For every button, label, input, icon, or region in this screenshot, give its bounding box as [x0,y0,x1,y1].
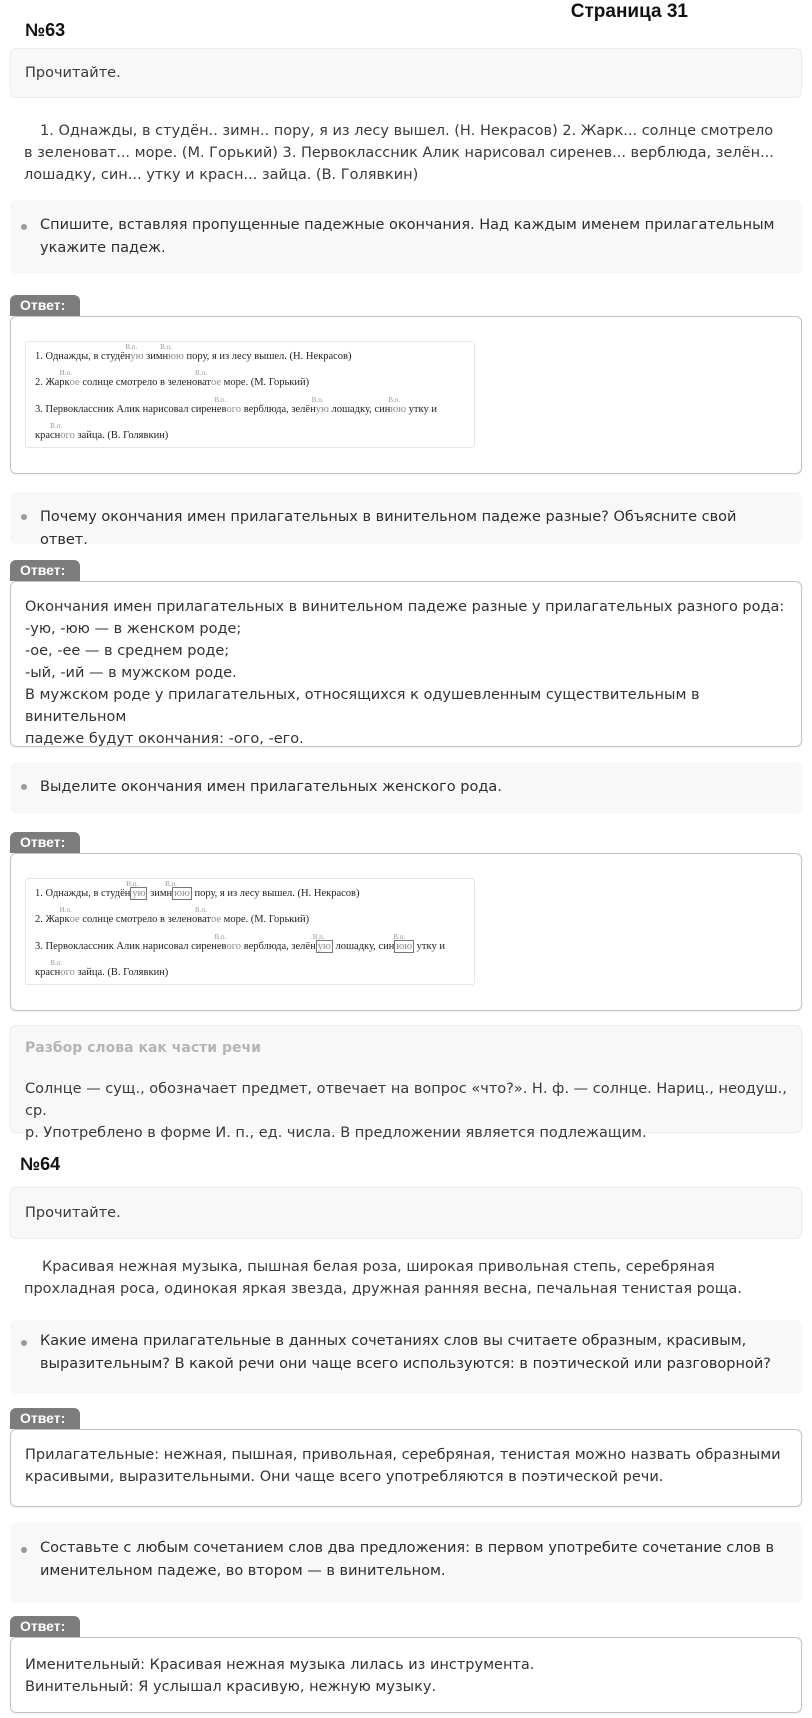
scan-line-3: 3. Первоклассник Алик нарисовал сиренев В.п. ого верблюда, зелён В.п. ую лошадку, син В.п. юю утку и [35,933,445,952]
scan-line-3: 3. Первоклассник Алик нарисовал сиренев В.п. ого верблюда, зелён В.п. ую лошадку, син В.п. юю утку и [35,396,437,415]
scan-line-1: 1. Однажды, в студён В.п. ую зимн В.п. юю пору, я из лесу вышел. (Н. Некрасов) [35,343,352,362]
handwritten-answer-image [25,878,475,985]
bullet-icon [21,1547,27,1553]
scan-line-1: 1. Однажды, в студён В.п. ую зимн В.п. юю пору, я из лесу вышел. (Н. Некрасов) [35,880,360,899]
answer-label: Ответ: [10,832,80,853]
question-2 [10,492,802,548]
question-5 [10,1523,802,1603]
task-number-64: №64 [20,1154,61,1174]
instruction-box [10,1187,802,1239]
question-4 [10,1320,802,1394]
question-1 [10,200,802,274]
exercise-text: 1. Однажды, в студён.. зимн.. пору, я из лесу вышел. (Н. Некрасов) 2. Жарк... солнце смотрело в зеленоват... море. (М. Горький) 3. Первоклассник Алик нарисовал сиренев... верблюда, зелён... лошадку, син... утку и красн... зайца. (В. Голявкин) [24,123,774,183]
bullet-icon [21,514,27,520]
answer-box-3 [10,853,802,1011]
exercise-text-block [10,118,802,188]
bullet-icon [21,1340,27,1346]
scan-line-2: 2. Жарк И.п. ое солнце смотрело в зеленоват В.п. ое море. (М. Горький) [35,906,310,925]
answer-box-4 [10,1429,802,1507]
answer-label: Ответ: [10,560,80,581]
answer-label: Ответ: [10,1616,80,1637]
question-text: Какие имена прилагательные в данных сочетаниях слов вы считаете образным, красивым, выразительным? В какой речи они чаще всего используются: в поэтической или разговорной? [40,1333,771,1372]
bullet-icon [21,784,27,790]
analysis-title: Разбор слова как части речи [25,1040,261,1056]
answer-box-5 [10,1637,802,1713]
answer-text: Прилагательные: нежная, пышная, привольная, серебряная, тенистая можно назвать образными красивыми, выразительными. Они чаще всего употребляются в поэтической речи. [25,1447,781,1485]
scan-line-2: 2. Жарк И.п. ое солнце смотрело в зеленоват В.п. ое море. (М. Горький) [35,369,310,388]
answer-label: Ответ: [10,1408,80,1429]
instruction-text: Прочитайте. [25,65,121,81]
scan-line-4: красн В.п. ого зайца. (В. Голявкин) [35,959,169,978]
word-analysis-box [10,1025,802,1141]
handwritten-answer-image [25,341,475,448]
question-text: Спишите, вставляя пропущенные падежные окончания. Над каждым именем прилагательным укажите падеж. [40,217,775,256]
answer-text: Окончания имен прилагательных в винительном падеже разные у прилагательных разного рода: -ую, -юю — в женском роде; -ое, -ее — в среднем роде; -ый, -ий — в мужском роде. В мужском роде у прилагательных, относящихся к одушевленным существительным в винительном падеже будут окончания: -ого, -его. [25,599,785,747]
exercise-text: Красивая нежная музыка, пышная белая роза, широкая привольная степь, серебряная прохладная роса, одинокая яркая звезда, дружная ранняя весна, печальная тенистая роща. [24,1259,742,1297]
instruction-text: Прочитайте. [25,1205,121,1221]
analysis-text: Солнце — сущ., обозначает предмет, отвечает на вопрос «что?». Н. ф. — солнце. Нариц., неодуш., ср. р. Употреблено в форме И. п., ед. числа. В предложении является подлежащим. [25,1081,787,1141]
task-number-63: №63 [25,20,66,40]
answer-box-1 [10,316,802,474]
page-number: Страница 31 [570,1,688,22]
answer-text: Именительный: Красивая нежная музыка лилась из инструмента. Винительный: Я услышал красивую, нежную музыку. [25,1657,535,1695]
question-3 [10,762,802,814]
instruction-box [10,48,802,98]
question-text: Почему окончания имен прилагательных в винительном падеже разные? Объясните свой ответ. [40,509,737,548]
answer-box-2 [10,581,802,747]
question-text: Составьте с любым сочетанием слов два предложения: в первом употребите сочетание слов в именительном падеже, во втором — в винительном. [40,1540,775,1579]
exercise-text-block [10,1256,802,1304]
scan-line-4: красн В.п. ого зайца. (В. Голявкин) [35,422,169,441]
question-text: Выделите окончания имен прилагательных женского рода. [40,779,502,795]
bullet-icon [21,224,27,230]
answer-label: Ответ: [10,295,80,316]
